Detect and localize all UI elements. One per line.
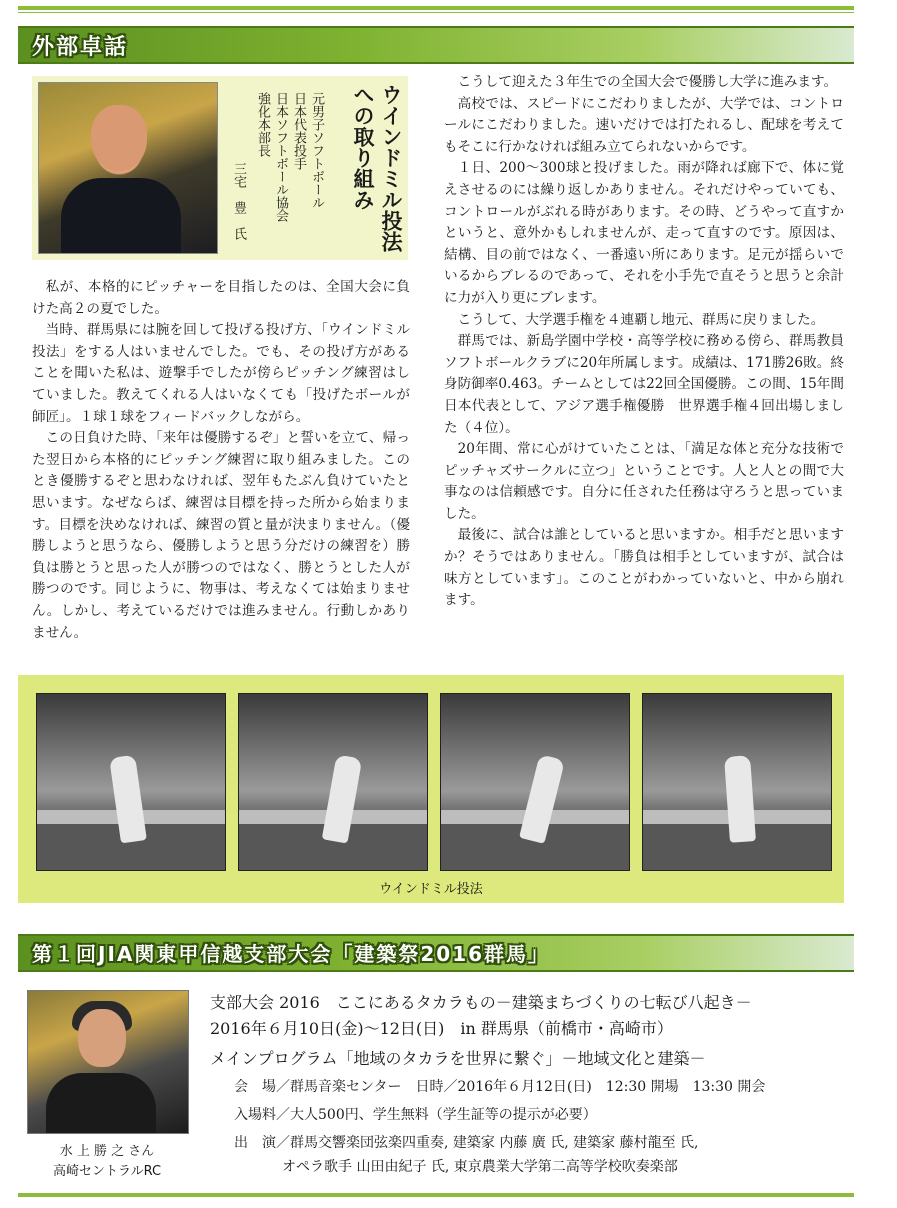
speaker2-name: 水 上 勝 之 さん <box>59 1144 155 1159</box>
event-line2: 2016年６月10日(金)～12日(日) in 群馬県（前橋市・高崎市） <box>210 1019 673 1038</box>
photo-caption: ウインドミル投法 <box>379 882 483 897</box>
speaker-name: 三宅 豊 氏 <box>231 162 246 240</box>
section-title: 外部卓話 <box>32 35 129 60</box>
pitching-photo-4 <box>642 693 832 871</box>
paragraph: 群馬では、新島学園中学校・高等学校に務める傍ら、群馬教員ソフトボールクラブに20年所属します。成績は、171勝26敗。終身防御率0.463。チームとしては22回全国優勝。この間、15年間日本代表として、アジア選手権優勝 世界選手権４回出場しました（４位）。 <box>444 333 844 436</box>
section2-title: 第１回JIA関東甲信越支部大会「建築祭2016群馬」 <box>32 942 551 966</box>
event-line5: 入場料／大人500円、学生無料（学生証等の提示が必要） <box>234 1107 597 1123</box>
paragraph: 当時、群馬県には腕を回して投げる投げ方、「ウインドミル投法」をする人はいませんでした。でも、その投げ方があることを聞いた私は、遊撃手でしたが傍らピッチング練習はしていました。教えてくれる人はいなくても「投げたボールが師匠」。１球１球をフィードバックしながら。 <box>32 322 410 425</box>
speaker2-photo-suit <box>46 1073 156 1133</box>
speaker-photo-suit <box>61 178 181 253</box>
speaker2-photo-face <box>78 1009 126 1067</box>
credit-line4: 強化本部長 <box>255 92 270 157</box>
bottom-rule <box>18 1193 854 1197</box>
paragraph: 最後に、試合は誰としていると思いますか。相手だと思いますか？そうではありません。「勝負は相手としていますが、試合は味方としています」。このことがわかっていないと、中から崩れます。 <box>444 527 844 609</box>
photo-strip <box>18 675 844 903</box>
right-column-text <box>444 72 844 612</box>
top-rule-thin <box>18 12 854 13</box>
pitching-photo-1 <box>36 693 226 871</box>
credit-line2: 日本代表投手 <box>291 92 306 170</box>
article-title-line2: への取り組み <box>351 84 375 210</box>
profile-box <box>32 76 408 260</box>
top-rule <box>18 6 854 10</box>
pitcher-figure <box>724 755 756 843</box>
paragraph: こうして迎えた３年生での全国大会で優勝し大学に進みます。 <box>457 74 838 90</box>
paragraph: 20年間、常に心がけていたことは、「満足な体と充分な技術でピッチャズサークルに立つ」ということです。人と人との間で大事なのは信頼感です。自分に任された任務は守ろうと思っていました。 <box>444 441 844 522</box>
paragraph: １日、200～300球と投げました。雨が降れば廊下で、体に覚えさせるのには繰り返しかありません。それだけやっていても、コントロールがぶれる時があります。その時、どうやって直すかというと、意外かもしれませんが、走って直すのです。原因は、結構、目の前ではなく、一番遠い所にあります。足元が揺らいでいるからブレるのであって、それを小手先で直そうと思うと余計に力が入り更にブレます。 <box>444 160 844 306</box>
event-line7: オペラ歌手 山田由紀子 氏, 東京農業大学第二高等学校吹奏楽部 <box>282 1159 678 1175</box>
speaker-photo <box>38 82 218 254</box>
event-line4: 会 場／群馬音楽センター 日時／2016年６月12日(日) 12:30 開場 13:30 開会 <box>234 1079 766 1095</box>
pitching-photo-2 <box>238 693 428 871</box>
event-line6: 出 演／群馬交響楽団弦楽四重奏, 建築家 内藤 廣 氏, 建築家 藤村龍至 氏, <box>234 1135 699 1151</box>
paragraph: 高校では、スピードにこだわりましたが、大学では、コントロールにこだわりました。速いだけでは打たれるし、配球を考えてもそこに行かなければ組み立てられないからです。 <box>444 95 844 155</box>
pitching-photo-3 <box>440 693 630 871</box>
article-title-line1: ウインドミル投法 <box>379 84 403 252</box>
section-header-band <box>18 26 854 64</box>
event-line1: 支部大会 2016 ここにあるタカラもの－建築まちづくりの七転び八起き－ <box>210 993 752 1012</box>
left-column-text <box>32 277 410 644</box>
paragraph: 私が、本格的にピッチャーを目指したのは、全国大会に負けた高２の夏でした。 <box>32 279 410 317</box>
section2-header-band <box>18 934 854 972</box>
speaker2-club: 高崎セントラルRC <box>52 1164 162 1179</box>
paragraph: こうして、大学選手権を４連覇し地元、群馬に戻りました。 <box>457 311 825 328</box>
speaker2-photo <box>27 990 189 1134</box>
credit-line3: 日本ソフトボール協会 <box>273 92 288 222</box>
paragraph: この日負けた時、「来年は優勝するぞ」と誓いを立て、帰った翌日から本格的にピッチング練習に取り組みました。このとき優勝するぞと思わなければ、翌年もたぶん負けていたと思います。なぜならば、練習は目標を持った所から始まります。目標を決めなければ、練習の質と量が決まりません。（優勝しようと思うなら、優勝しようと思う分だけの練習を）勝負は勝とうと思った人が勝つのではなく、勝とうとした人が勝つのです。同じように、物事は、考えなくては始まりません。しかし、考えているだけでは進みません。行動しかありません。 <box>32 430 410 641</box>
event-line3: メインプログラム「地域のタカラを世界に繋ぐ」－地域文化と建築－ <box>210 1049 706 1068</box>
credit-line1: 元男子ソフトボール <box>309 92 324 209</box>
speaker-photo-face <box>91 105 147 171</box>
